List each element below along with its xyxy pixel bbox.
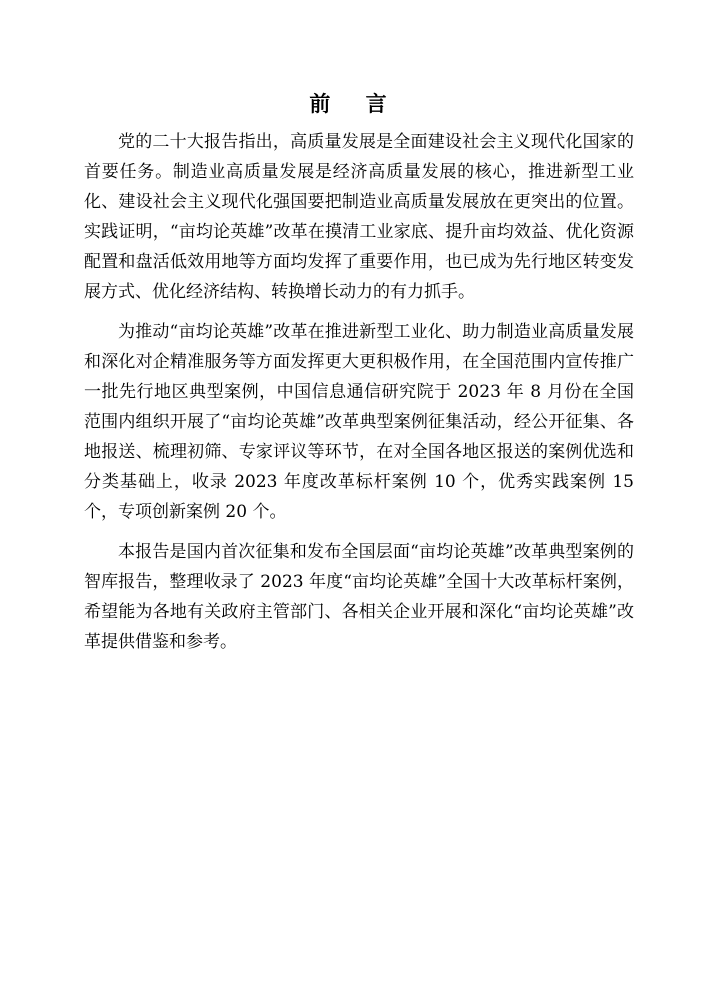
paragraph-2: 为推动“亩均论英雄”改革在推进新型工业化、助力制造业高质量发展和深化对企精准服务等方面发挥更大更积极作用，在全国范围内宣传推广一批先行地区典型案例，中国信息通信研究院于 2023 年 8 月份在全国范围内组织开展了“亩均论英雄”改革典型案例征集活动，经公开征集、各地报送、梳理初筛、专家评议等环节，在对全国各地区报送的案例优选和分类基础上，收录 2023 年度改革标杆案例 10 个，优秀实践案例 15 个，专项创新案例 20 个。 — [84, 322, 634, 522]
paragraph-1: 党的二十大报告指出，高质量发展是全面建设社会主义现代化国家的首要任务。制造业高质量发展是经济高质量发展的核心，推进新型工业化、建设社会主义现代化强国要把制造业高质量发展放在更突出的位置。实践证明，“亩均论英雄”改革在摸清工业家底、提升亩均效益、优化资源配置和盘活低效用地等方面均发挥了重要作用，也已成为先行地区转变发展方式、优化经济结构、转换增长动力的有力抓手。 — [84, 132, 634, 302]
page-title: 前 言 — [309, 92, 401, 116]
document-body — [84, 127, 634, 657]
paragraph-3: 本报告是国内首次征集和发布全国层面“亩均论英雄”改革典型案例的智库报告，整理收录了 2023 年度“亩均论英雄”全国十大改革标杆案例，希望能为各地有关政府主管部门、各相关企业开展和深化“亩均论英雄”改革提供借鉴和参考。 — [84, 542, 634, 652]
